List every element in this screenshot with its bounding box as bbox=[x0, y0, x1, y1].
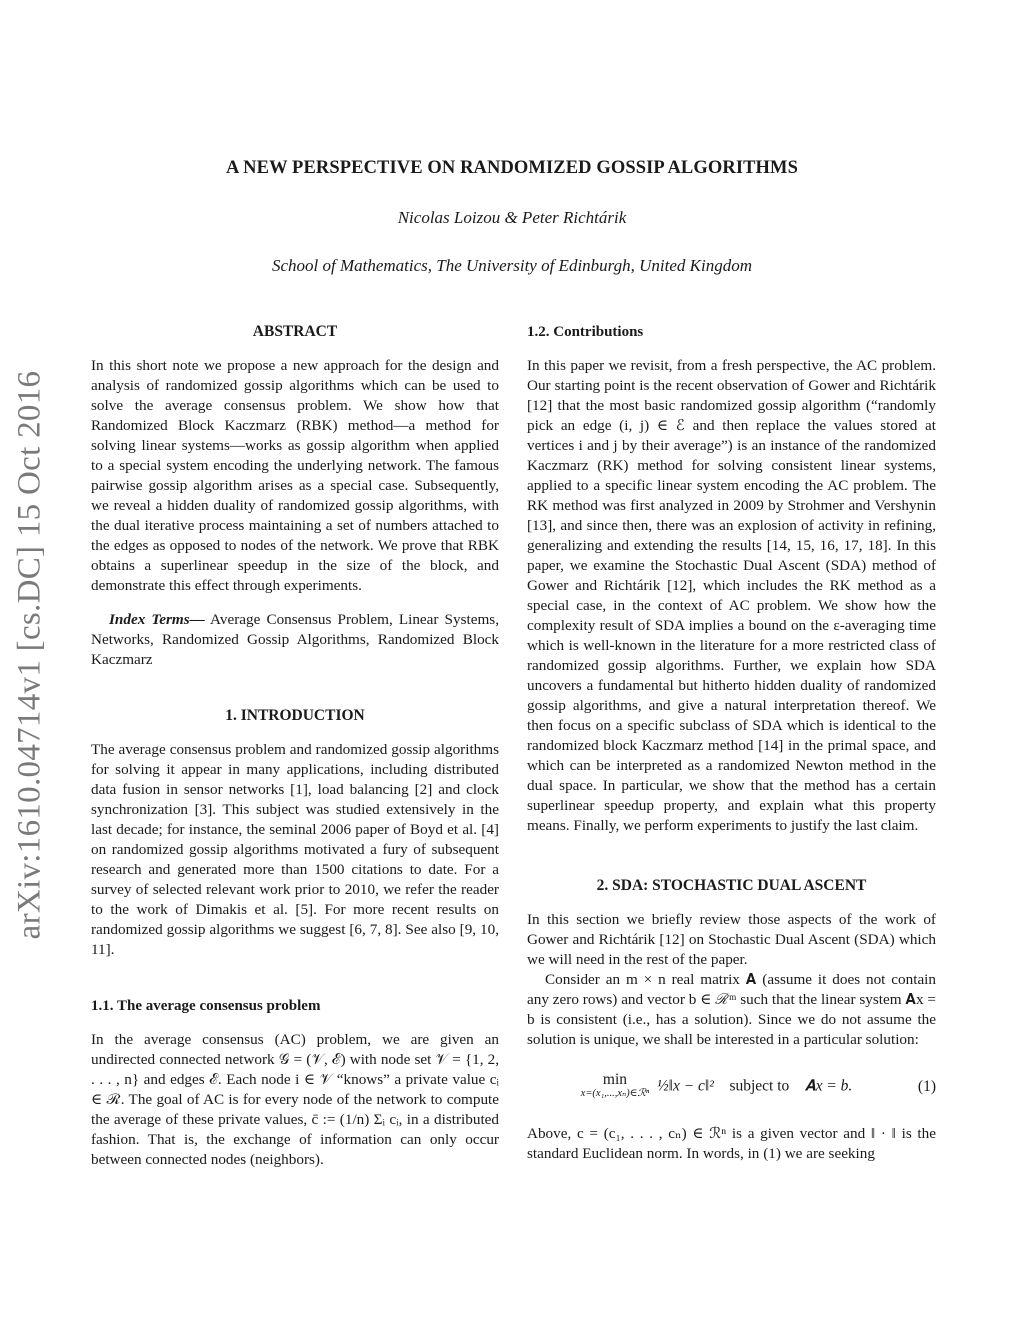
sda-intro-text: In this section we briefly review those aspects of the work of Gower and Richtárik [12] on Stochastic Dual Ascent (SDA) which we will need in the rest of the paper. bbox=[527, 911, 936, 968]
abstract-heading: ABSTRACT bbox=[252, 323, 338, 340]
equation-body bbox=[527, 1073, 906, 1101]
left-column bbox=[91, 322, 499, 1170]
sda-heading: 2. SDA: STOCHASTIC DUAL ASCENT bbox=[596, 877, 867, 894]
index-terms-label: Index Terms— bbox=[109, 611, 205, 628]
equation-number: (1) bbox=[917, 1078, 936, 1095]
paper-authors: Nicolas Loizou & Peter Richtárik bbox=[397, 208, 627, 227]
equation-constraint: 𝐀x = b. bbox=[804, 1077, 853, 1095]
paper-affiliation: School of Mathematics, The University of Edinburgh, United Kingdom bbox=[271, 256, 753, 275]
abstract-text: In this short note we propose a new approach for the design and analysis of randomized gossip algorithms which can be used to solve the average consensus problem. We show how that Randomized Block Kaczmarz (RBK) method—a method for solving linear systems—works as gossip algorithm when applied to a special system encoding the underlying network. The famous pairwise gossip algorithm arises as a special case. Subsequently, we reveal a hidden duality of randomized gossip algorithms, with the dual iterative process maintaining a set of numbers attached to the edges as opposed to nodes of the network. We prove that RBK obtains a superlinear speedup in the size of the block, and demonstrate this effect through experiments. bbox=[91, 357, 499, 594]
sda-closing-text: Above, c = (c₁, . . . , cₙ) ∈ ℛⁿ is a given vector and ‖ · ‖ is the standard Euclidean norm. In words, in (1) we are seeking bbox=[527, 1125, 936, 1162]
introduction-heading: 1. INTRODUCTION bbox=[225, 707, 365, 724]
equation-subject-to: subject to bbox=[729, 1077, 790, 1095]
equation-objective: ½‖x − c‖² bbox=[656, 1077, 714, 1095]
index-terms-list: Average Consensus Problem, Linear Systems, Networks, Randomized Gossip Algorithms, Randomized Block Kaczmarz bbox=[91, 611, 499, 668]
average-consensus-heading: 1.1. The average consensus problem bbox=[91, 998, 321, 1014]
sda-setup-text: Consider an m × n real matrix 𝐀 (assume it does not contain any zero rows) and vector b ∈ ℛᵐ such that the linear system 𝐀x = b is consistent (i.e., has a solution). Since we do not assume the solution is unique, we shall be interested in a particular solution: bbox=[527, 971, 936, 1048]
average-consensus-text: In the average consensus (AC) problem, we are given an undirected connected network 𝒢 = (𝒱, ℰ) with node set 𝒱 = {1, 2, . . . , n} and edges ℰ. Each node i ∈ 𝒱 “knows” a private value cᵢ ∈ ℛ. The goal of AC is for every node of the network to compute the average of these private values, c̄ := (1/n) Σᵢ cᵢ, in a distributed fashion. That is, the exchange of information can only occur between connected nodes (neighbors). bbox=[91, 1031, 499, 1168]
paper-title: A NEW PERSPECTIVE ON RANDOMIZED GOSSIP ALGORITHMS bbox=[226, 158, 798, 178]
right-column bbox=[527, 322, 936, 1164]
contributions-text: In this paper we revisit, from a fresh perspective, the AC problem. Our starting point is the recent observation of Gower and Richtárik [12] that the most basic randomized gossip algorithm (“randomly pick an edge (i, j) ∈ ℰ and then replace the values stored at vertices i and j by their average”) is an instance of the randomized Kaczmarz (RK) method for solving consistent linear systems, applied to a specific linear system encoding the AC problem. The RK method was first analyzed in 2009 by Strohmer and Vershynin [13], and since then, there was an explosion of activity in refining, generalizing and extending the results [14, 15, 16, 17, 18]. In this paper, we examine the Stochastic Dual Ascent (SDA) method of Gower and Richtárik [12], which includes the RK method as a special case, in the context of AC problem. We show how the complexity result of SDA implies a bound on the ε-averaging time which is well-known in the literature for a more restricted class of randomized gossip algorithms. Further, we explain how SDA uncovers a fundamental but hitherto hidden duality of randomized gossip algorithms, and give a natural interpretation thereof. We then focus on a specific subclass of SDA which is identical to the randomized block Kaczmarz method [14] in the primal space, and which can be interpreted as a randomized Newton method in the dual space. In particular, we show that the method has a certain superlinear speedup property, and explain what this property means. Finally, we perform experiments to justify the last claim. bbox=[527, 357, 936, 834]
index-terms bbox=[91, 610, 499, 670]
arxiv-identifier: arXiv:1610.04714v1 [cs.DC] 15 Oct 2016 bbox=[11, 370, 48, 940]
equation-1 bbox=[527, 1064, 936, 1110]
equation-min: min x=(x₁,...,xₙ)∈ℛⁿ bbox=[580, 1071, 650, 1099]
contributions-heading: 1.2. Contributions bbox=[527, 324, 644, 340]
introduction-text: The average consensus problem and randomized gossip algorithms for solving it appear in many applications, including distributed data fusion in sensor networks [1], load balancing [2] and clock synchronization [3]. This subject was studied extensively in the last decade; for instance, the seminal 2006 paper of Boyd et al. [4] on randomized gossip algorithms motivated a fury of subsequent research and generated more than 1500 citations to date. For a survey of selected relevant work prior to 2010, we refer the reader to the work of Dimakis et al. [5]. For more recent results on randomized gossip algorithms we suggest [6, 7, 8]. See also [9, 10, 11]. bbox=[91, 741, 499, 958]
